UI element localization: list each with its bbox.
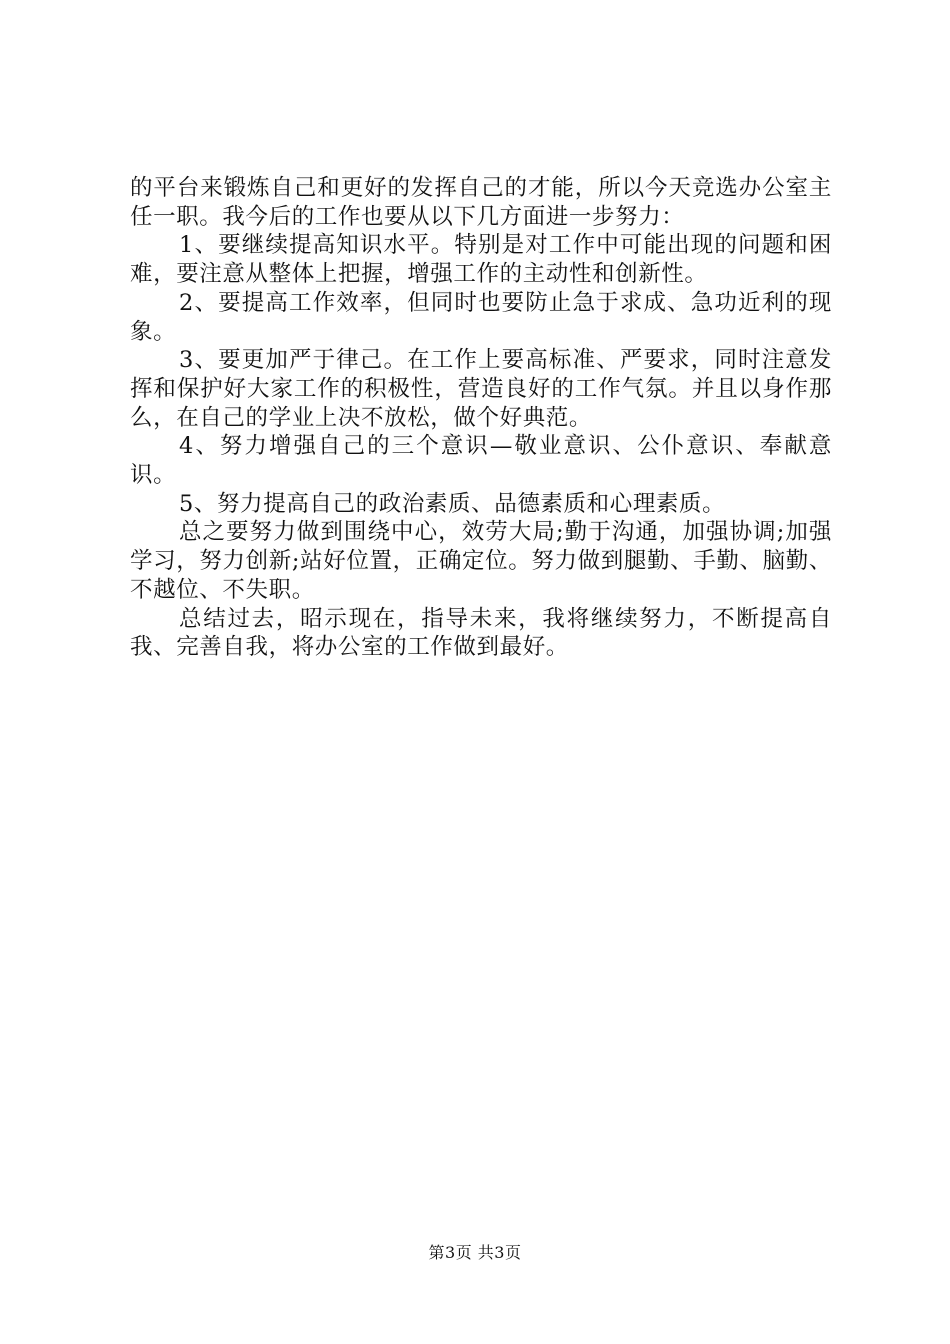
paragraph-item-5: 5、努力提高自己的政治素质、品德素质和心理素质。: [179, 490, 726, 517]
paragraph-item-2: 2、要提高工作效率，但同时也要防止急于求成、急功近利的现象。: [130, 289, 832, 345]
paragraph-item-3: 3、要更加严于律己。在工作上要高标准、严要求，同时注意发挥和保护好大家工作的积极性，营造良好的工作气氛。并且以身作那么，在自己的学业上决不放松，做个好典范。: [130, 347, 832, 431]
paragraph-item-4: 4、努力增强自己的三个意识—敬业意识、公仆意识、奉献意识。: [130, 433, 832, 489]
paragraph-item-1: 1、要继续提高知识水平。特别是对工作中可能出现的问题和困难，要注意从整体上把握，增强工作的主动性和创新性。: [130, 232, 832, 288]
document-body: [130, 174, 832, 662]
paragraph-conclusion: 总结过去，昭示现在，指导未来，我将继续努力，不断提高自我、完善自我，将办公室的工作做到最好。: [130, 605, 832, 661]
paragraph-summary: 总之要努力做到围绕中心，效劳大局;勤于沟通，加强协调;加强学习，努力创新;站好位置，正确定位。努力做到腿勤、手勤、脑勤、不越位、不失职。: [130, 519, 832, 603]
paragraph-continuation: 的平台来锻炼自己和更好的发挥自己的才能，所以今天竞选办公室主任一职。我今后的工作也要从以下几方面进一步努力：: [130, 175, 832, 230]
page-footer: 第3页 共3页: [428, 1243, 522, 1262]
